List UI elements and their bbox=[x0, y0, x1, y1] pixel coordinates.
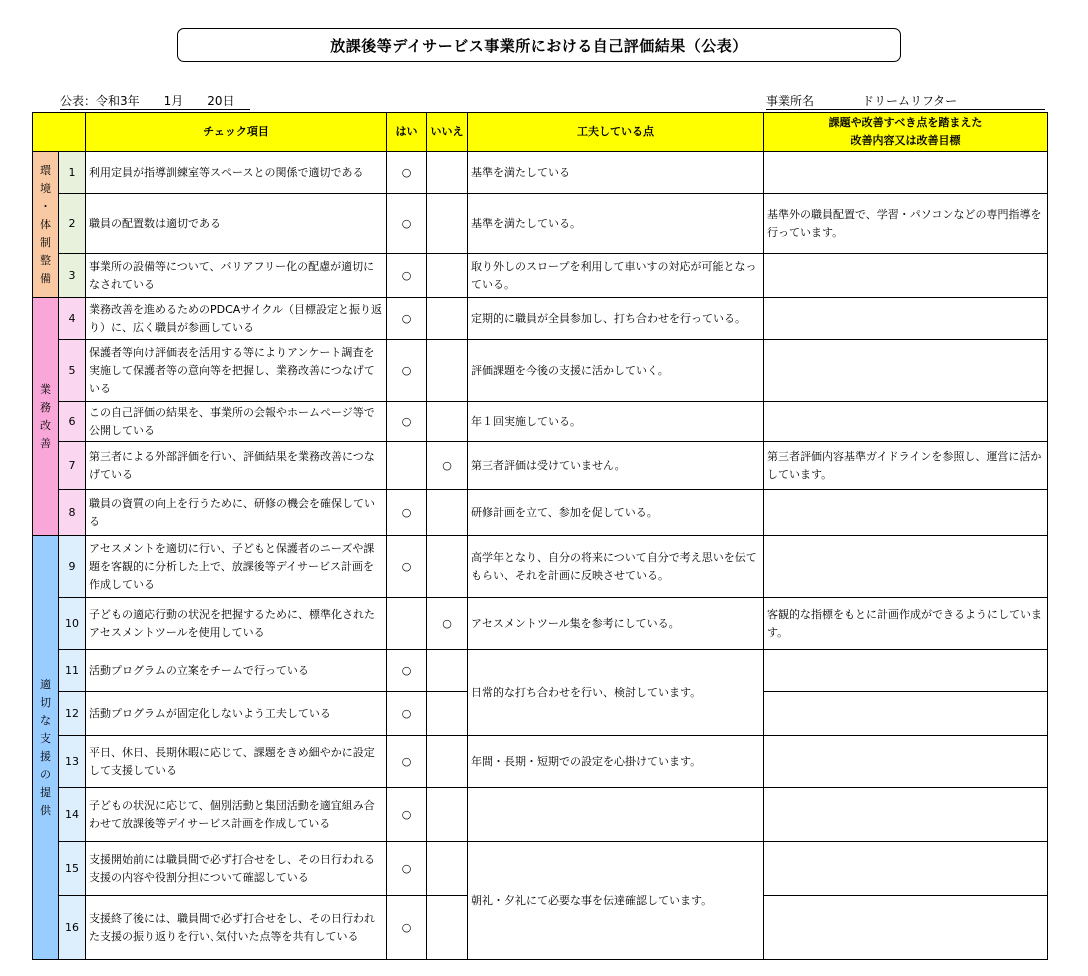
check-item: アセスメントを適切に行い、子どもと保護者のニーズや課題を客観的に分析した上で、放課後等デイサービス計画を作成している bbox=[86, 536, 387, 598]
table-row bbox=[33, 194, 1048, 254]
check-item: 子どもの状況に応じて、個別活動と集団活動を適宜組み合わせて放課後等デイサービス計画を作成している bbox=[86, 788, 387, 842]
row-number: 4 bbox=[59, 298, 86, 340]
row-number: 3 bbox=[59, 254, 86, 298]
row-number: 11 bbox=[59, 650, 86, 692]
category-appropriate-support: 適 切 な 支 援 の 提 供 bbox=[33, 536, 59, 960]
improvement-text bbox=[764, 788, 1048, 842]
table-row bbox=[33, 152, 1048, 194]
header-row bbox=[33, 113, 1048, 152]
effort-text: 朝礼・夕礼にて必要な事を伝達確認しています。 bbox=[468, 842, 764, 960]
yes-mark bbox=[387, 598, 427, 650]
yes-mark: ○ bbox=[387, 736, 427, 788]
row-number: 15 bbox=[59, 842, 86, 896]
improvement-text bbox=[764, 254, 1048, 298]
check-item: 利用定員が指導訓練室等スペースとの関係で適切である bbox=[86, 152, 387, 194]
improvement-text bbox=[764, 298, 1048, 340]
yes-mark: ○ bbox=[387, 842, 427, 896]
table-row bbox=[33, 736, 1048, 788]
row-number: 16 bbox=[59, 896, 86, 960]
no-mark bbox=[427, 402, 468, 442]
check-item: 子どもの適応行動の状況を把握するために、標準化されたアセスメントツールを使用している bbox=[86, 598, 387, 650]
effort-text: 取り外しのスロープを利用して車いすの対応が可能となっている。 bbox=[468, 254, 764, 298]
effort-text bbox=[468, 788, 764, 842]
no-mark bbox=[427, 298, 468, 340]
header-improvement-line2: 改善内容又は改善目標 bbox=[850, 134, 961, 147]
effort-text: 年１回実施している。 bbox=[468, 402, 764, 442]
row-number: 13 bbox=[59, 736, 86, 788]
improvement-text: 客観的な指標をもとに計画作成ができるようにしています。 bbox=[764, 598, 1048, 650]
yes-mark: ○ bbox=[387, 896, 427, 960]
effort-text: 基準を満たしている。 bbox=[468, 194, 764, 254]
no-mark bbox=[427, 896, 468, 960]
yes-mark: ○ bbox=[387, 152, 427, 194]
no-mark: ○ bbox=[427, 598, 468, 650]
row-number: 1 bbox=[59, 152, 86, 194]
effort-text: 定期的に職員が全員参加し、打ち合わせを行っている。 bbox=[468, 298, 764, 340]
check-item: 活動プログラムの立案をチームで行っている bbox=[86, 650, 387, 692]
row-number: 2 bbox=[59, 194, 86, 254]
row-number: 14 bbox=[59, 788, 86, 842]
check-item: 支援開始前には職員間で必ず打合せをし、その日行われる支援の内容や役割分担について確認している bbox=[86, 842, 387, 896]
row-number: 5 bbox=[59, 340, 86, 402]
no-mark bbox=[427, 254, 468, 298]
table-row bbox=[33, 842, 1048, 896]
page-title: 放課後等デイサービス事業所における自己評価結果（公表） bbox=[177, 28, 901, 62]
no-mark bbox=[427, 152, 468, 194]
effort-text: 基準を満たしている bbox=[468, 152, 764, 194]
table-row bbox=[33, 536, 1048, 598]
effort-text: 高学年となり、自分の将来について自分で考え思いを伝てもらい、それを計画に反映させている。 bbox=[468, 536, 764, 598]
yes-mark: ○ bbox=[387, 402, 427, 442]
no-mark bbox=[427, 842, 468, 896]
header-efforts: 工夫している点 bbox=[468, 113, 764, 152]
yes-mark: ○ bbox=[387, 194, 427, 254]
no-mark bbox=[427, 692, 468, 736]
no-mark: ○ bbox=[427, 442, 468, 490]
no-mark bbox=[427, 340, 468, 402]
improvement-text bbox=[764, 842, 1048, 896]
table-row bbox=[33, 298, 1048, 340]
improvement-text bbox=[764, 152, 1048, 194]
table-row bbox=[33, 598, 1048, 650]
header-yes: はい bbox=[387, 113, 427, 152]
yes-mark: ○ bbox=[387, 650, 427, 692]
check-item: 活動プログラムが固定化しないよう工夫している bbox=[86, 692, 387, 736]
improvement-text bbox=[764, 340, 1048, 402]
effort-text: 年間・長期・短期での設定を心掛けています。 bbox=[468, 736, 764, 788]
check-item: 業務改善を進めるためのPDCAサイクル（目標設定と振り返り）に、広く職員が参画している bbox=[86, 298, 387, 340]
header-blank bbox=[33, 113, 86, 152]
effort-text: 研修計画を立て、参加を促している。 bbox=[468, 490, 764, 536]
table-row bbox=[33, 490, 1048, 536]
row-number: 10 bbox=[59, 598, 86, 650]
effort-text: 評価課題を今後の支援に活かしていく。 bbox=[468, 340, 764, 402]
check-item: 職員の配置数は適切である bbox=[86, 194, 387, 254]
check-item: 保護者等向け評価表を活用する等によりアンケート調査を実施して保護者等の意向等を把握し、業務改善につなげている bbox=[86, 340, 387, 402]
row-number: 12 bbox=[59, 692, 86, 736]
yes-mark: ○ bbox=[387, 298, 427, 340]
category-environment: 環 境 ・ 体 制 整 備 bbox=[33, 152, 59, 298]
yes-mark: ○ bbox=[387, 788, 427, 842]
check-item: 第三者による外部評価を行い、評価結果を業務改善につなげている bbox=[86, 442, 387, 490]
office-name: 事業所名 ドリームリフター bbox=[766, 93, 1045, 110]
table-row bbox=[33, 254, 1048, 298]
check-item: 事業所の設備等について、バリアフリー化の配慮が適切になされている bbox=[86, 254, 387, 298]
table-row bbox=[33, 402, 1048, 442]
improvement-text bbox=[764, 536, 1048, 598]
header-check-item: チェック項目 bbox=[86, 113, 387, 152]
improvement-text bbox=[764, 490, 1048, 536]
improvement-text bbox=[764, 650, 1048, 692]
no-mark bbox=[427, 536, 468, 598]
category-business-improvement: 業 務 改 善 bbox=[33, 298, 59, 536]
table-row bbox=[33, 442, 1048, 490]
yes-mark: ○ bbox=[387, 254, 427, 298]
check-item: 職員の資質の向上を行うために、研修の機会を確保している bbox=[86, 490, 387, 536]
effort-text: 第三者評価は受けていません。 bbox=[468, 442, 764, 490]
improvement-text: 基準外の職員配置で、学習・パソコンなどの専門指導を行っています。 bbox=[764, 194, 1048, 254]
yes-mark: ○ bbox=[387, 692, 427, 736]
yes-mark: ○ bbox=[387, 340, 427, 402]
table-row bbox=[33, 650, 1048, 692]
no-mark bbox=[427, 650, 468, 692]
improvement-text: 第三者評価内容基準ガイドラインを参照し、運営に活かしています。 bbox=[764, 442, 1048, 490]
effort-text: 日常的な打ち合わせを行い、検討しています。 bbox=[468, 650, 764, 736]
improvement-text bbox=[764, 692, 1048, 736]
publish-date: 公表：令和3年 1月 20日 bbox=[60, 93, 250, 110]
no-mark bbox=[427, 736, 468, 788]
table-row bbox=[33, 340, 1048, 402]
row-number: 8 bbox=[59, 490, 86, 536]
header-improvement-line1: 課題や改善すべき点を踏まえた bbox=[828, 116, 983, 129]
improvement-text bbox=[764, 896, 1048, 960]
improvement-text bbox=[764, 402, 1048, 442]
yes-mark bbox=[387, 442, 427, 490]
check-item: 平日、休日、長期休暇に応じて、課題をきめ細やかに設定して支援している bbox=[86, 736, 387, 788]
no-mark bbox=[427, 194, 468, 254]
effort-text: アセスメントツール集を参考にしている。 bbox=[468, 598, 764, 650]
improvement-text bbox=[764, 736, 1048, 788]
no-mark bbox=[427, 490, 468, 536]
row-number: 9 bbox=[59, 536, 86, 598]
header-no: いいえ bbox=[427, 113, 468, 152]
row-number: 7 bbox=[59, 442, 86, 490]
check-item: 支援終了後には、職員間で必ず打合せをし、その日行われた支援の振り返りを行い､気付いた点等を共有している bbox=[86, 896, 387, 960]
header-improvement bbox=[764, 113, 1048, 152]
table-row bbox=[33, 788, 1048, 842]
yes-mark: ○ bbox=[387, 536, 427, 598]
yes-mark: ○ bbox=[387, 490, 427, 536]
check-item: この自己評価の結果を、事業所の会報やホームページ等で公開している bbox=[86, 402, 387, 442]
self-evaluation-table bbox=[32, 112, 1048, 960]
row-number: 6 bbox=[59, 402, 86, 442]
no-mark bbox=[427, 788, 468, 842]
